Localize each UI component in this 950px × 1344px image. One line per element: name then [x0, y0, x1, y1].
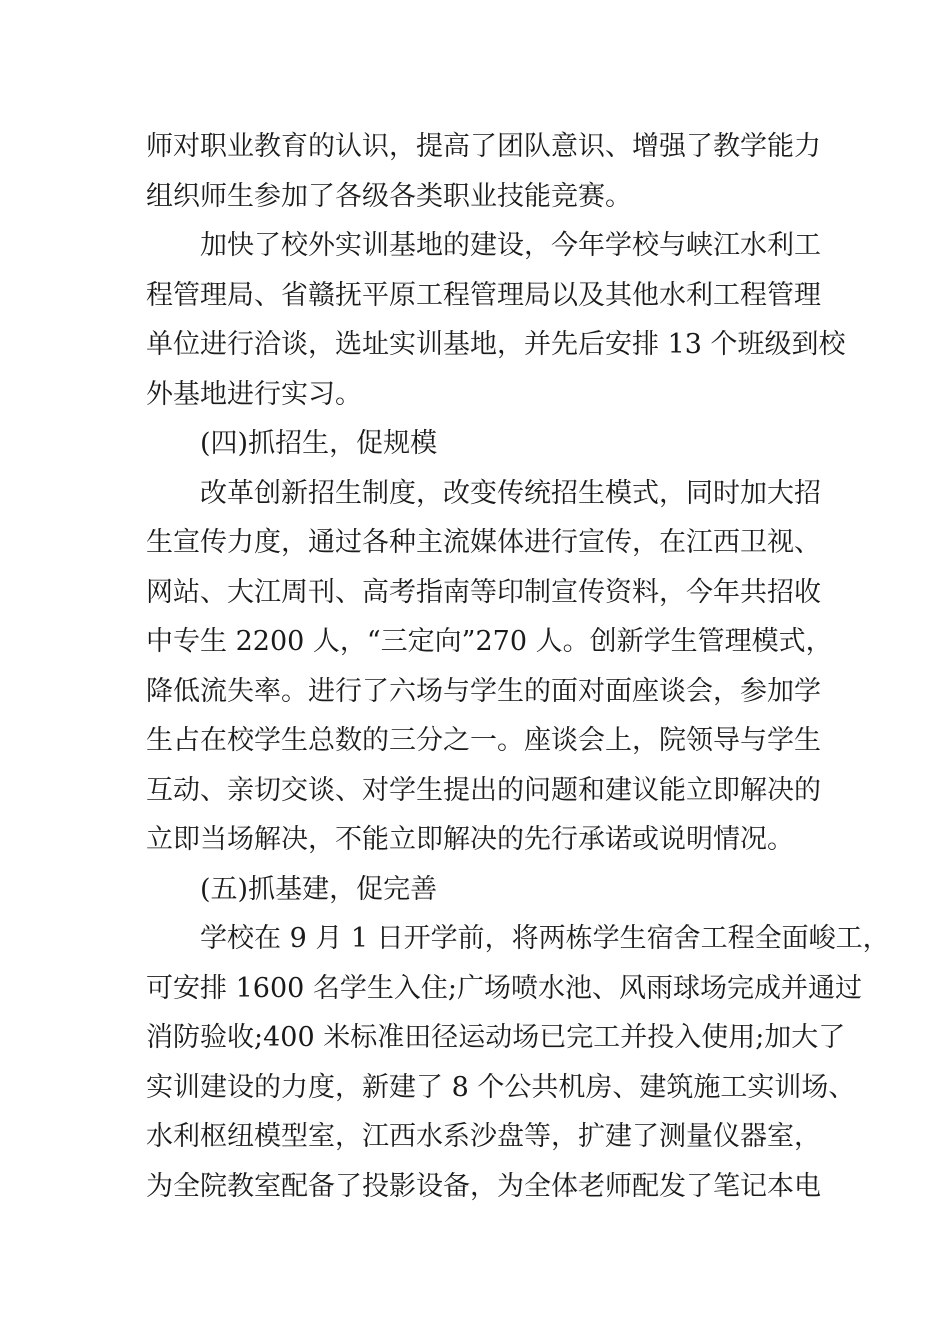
text-line: 水利枢纽模型室，江西水系沙盘等，扩建了测量仪器室，	[146, 1121, 821, 1152]
text-line: 单位进行洽谈，选址实训基地，并先后安排 13 个班级到校	[146, 329, 846, 360]
text-line: 学校在 9 月 1 日开学前，将两栋学生宿舍工程全面峻工，	[200, 923, 890, 954]
text-line: 降低流失率。进行了六场与学生的面对面座谈会，参加学	[146, 675, 821, 707]
text-line: 立即当场解决，不能立即解决的先行承诺或说明情况。	[146, 824, 794, 855]
text-line: 加快了校外实训基地的建设，今年学校与峡江水利工	[200, 230, 821, 261]
text-line: 改革创新招生制度，改变传统招生模式，同时加大招	[200, 477, 821, 509]
text-line: 组织师生参加了各级各类职业技能竞赛。	[146, 180, 632, 212]
text-line: 程管理局、省赣抚平原工程管理局以及其他水利工程管理	[146, 279, 821, 311]
text-line: 实训建设的力度，新建了 8 个公共机房、建筑施工实训场、	[146, 1071, 856, 1103]
text-line: 可安排 1600 名学生入住;广场喷水池、风雨球场完成并通过	[146, 972, 862, 1004]
text-line: (四)抓招生，促规模	[200, 428, 438, 459]
text-line: (五)抓基建，促完善	[200, 873, 438, 905]
text-line: 中专生 2200 人，“三定向”270 人。创新学生管理模式，	[146, 626, 833, 657]
text-line: 生宣传力度，通过各种主流媒体进行宣传，在江西卫视、	[146, 527, 821, 558]
text-line: 网站、大江周刊、高考指南等印制宣传资料，今年共招收	[146, 576, 821, 608]
text-line: 为全院教室配备了投影设备，为全体老师配发了笔记本电	[146, 1170, 821, 1202]
text-line: 师对职业教育的认识，提高了团队意识、增强了教学能力	[146, 131, 821, 162]
text-line: 外基地进行实习。	[146, 378, 362, 410]
document-body	[146, 122, 890, 1211]
text-line: 生占在校学生总数的三分之一。座谈会上，院领导与学生	[146, 725, 821, 756]
text-line: 互动、亲切交谈、对学生提出的问题和建议能立即解决的	[146, 774, 821, 806]
text-line: 消防验收;400 米标准田径运动场已完工并投入使用;加大了	[146, 1022, 846, 1053]
